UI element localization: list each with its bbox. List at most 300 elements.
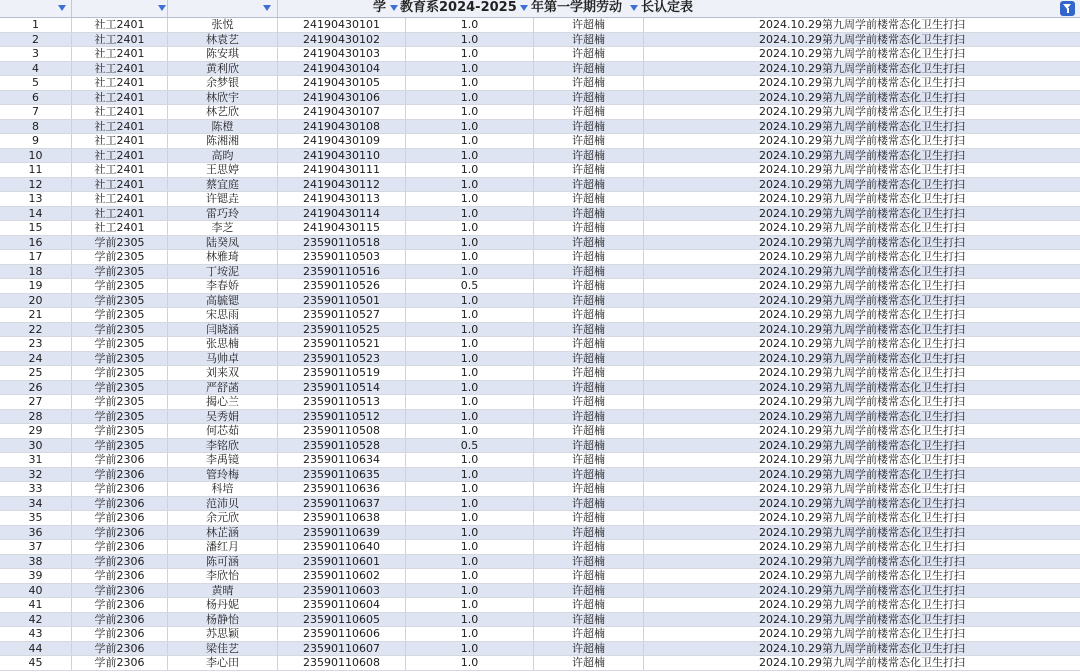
cell-class[interactable]: 学前2305 <box>72 265 168 279</box>
cell-name[interactable]: 李春娇 <box>168 279 278 293</box>
cell-student-id[interactable]: 24190430111 <box>278 163 406 177</box>
cell-description[interactable]: 2024.10.29第九周学前楼常态化卫生打扫 <box>759 293 965 307</box>
cell-name[interactable]: 陈橙 <box>168 120 278 134</box>
cell-name[interactable]: 潘红月 <box>168 540 278 554</box>
cell-student-id[interactable]: 23590110606 <box>278 627 406 641</box>
cell-student-id[interactable]: 24190430115 <box>278 221 406 235</box>
cell-class[interactable]: 学前2306 <box>72 453 168 467</box>
cell-number[interactable]: 28 <box>0 410 72 424</box>
cell-hours[interactable]: 1.0 <box>406 323 534 337</box>
cell-name[interactable]: 丁垵泥 <box>168 265 278 279</box>
cell-description[interactable]: 2024.10.29第九周学前楼常态化卫生打扫 <box>759 583 965 597</box>
cell-number[interactable]: 33 <box>0 482 72 496</box>
cell-name[interactable]: 宋思雨 <box>168 308 278 322</box>
cell-student-id[interactable]: 24190430103 <box>278 47 406 61</box>
cell-hours[interactable]: 1.0 <box>406 134 534 148</box>
cell-student-id[interactable]: 23590110637 <box>278 497 406 511</box>
cell-student-id[interactable]: 23590110528 <box>278 439 406 453</box>
cell-student-id[interactable]: 23590110503 <box>278 250 406 264</box>
cell-number[interactable]: 21 <box>0 308 72 322</box>
cell-hours[interactable]: 1.0 <box>406 192 534 206</box>
cell-hours[interactable]: 1.0 <box>406 308 534 322</box>
cell-class[interactable]: 社工2401 <box>72 192 168 206</box>
cell-class[interactable]: 社工2401 <box>72 47 168 61</box>
cell-hours[interactable]: 1.0 <box>406 76 534 90</box>
cell-hours[interactable]: 1.0 <box>406 149 534 163</box>
cell-teacher[interactable]: 许超楠 <box>534 613 644 627</box>
cell-teacher[interactable]: 许超楠 <box>534 584 644 598</box>
cell-class[interactable]: 学前2305 <box>72 279 168 293</box>
cell-name[interactable]: 李芝 <box>168 221 278 235</box>
cell-hours[interactable]: 1.0 <box>406 250 534 264</box>
cell-name[interactable]: 闫晓涵 <box>168 323 278 337</box>
cell-description[interactable]: 2024.10.29第九周学前楼常态化卫生打扫 <box>759 235 965 249</box>
cell-number[interactable]: 13 <box>0 192 72 206</box>
cell-description[interactable]: 2024.10.29第九周学前楼常态化卫生打扫 <box>759 134 965 147</box>
cell-student-id[interactable]: 23590110603 <box>278 584 406 598</box>
cell-name[interactable]: 管玲梅 <box>168 468 278 482</box>
cell-description[interactable]: 2024.10.29第九周学前楼常态化卫生打扫 <box>759 119 965 133</box>
cell-description[interactable]: 2024.10.29第九周学前楼常态化卫生打扫 <box>759 612 965 626</box>
filter-dropdown-icon[interactable] <box>158 5 166 11</box>
cell-description[interactable]: 2024.10.29第九周学前楼常态化卫生打扫 <box>759 438 965 452</box>
cell-number[interactable]: 35 <box>0 511 72 525</box>
cell-teacher[interactable]: 许超楠 <box>534 62 644 76</box>
cell-description[interactable]: 2024.10.29第九周学前楼常态化卫生打扫 <box>759 192 965 205</box>
cell-name[interactable]: 何芯茹 <box>168 424 278 438</box>
cell-name[interactable]: 苏思颖 <box>168 627 278 641</box>
cell-student-id[interactable]: 23590110519 <box>278 366 406 380</box>
cell-teacher[interactable]: 许超楠 <box>534 555 644 569</box>
cell-description[interactable]: 2024.10.29第九周学前楼常态化卫生打扫 <box>759 47 965 60</box>
cell-student-id[interactable]: 23590110601 <box>278 555 406 569</box>
header-cell-col3[interactable] <box>168 0 278 17</box>
cell-teacher[interactable]: 许超楠 <box>534 33 644 47</box>
cell-teacher[interactable]: 许超楠 <box>534 76 644 90</box>
cell-name[interactable]: 范沛贝 <box>168 497 278 511</box>
cell-student-id[interactable]: 24190430108 <box>278 120 406 134</box>
cell-student-id[interactable]: 24190430113 <box>278 192 406 206</box>
cell-number[interactable]: 17 <box>0 250 72 264</box>
cell-name[interactable]: 蔡宜庭 <box>168 178 278 192</box>
cell-student-id[interactable]: 23590110639 <box>278 526 406 540</box>
cell-teacher[interactable]: 许超楠 <box>534 265 644 279</box>
filter-dropdown-icon[interactable] <box>630 5 638 11</box>
cell-teacher[interactable]: 许超楠 <box>534 250 644 264</box>
cell-description[interactable]: 2024.10.29第九周学前楼常态化卫生打扫 <box>759 61 965 75</box>
cell-description[interactable]: 2024.10.29第九周学前楼常态化卫生打扫 <box>759 148 965 162</box>
cell-description[interactable]: 2024.10.29第九周学前楼常态化卫生打扫 <box>759 279 965 292</box>
cell-student-id[interactable]: 24190430104 <box>278 62 406 76</box>
cell-name[interactable]: 李欣怡 <box>168 569 278 583</box>
cell-hours[interactable]: 1.0 <box>406 627 534 641</box>
cell-student-id[interactable]: 23590110604 <box>278 598 406 612</box>
cell-name[interactable]: 揭心兰 <box>168 395 278 409</box>
cell-name[interactable]: 陈安琪 <box>168 47 278 61</box>
cell-class[interactable]: 学前2306 <box>72 497 168 511</box>
cell-hours[interactable]: 1.0 <box>406 236 534 250</box>
cell-number[interactable]: 9 <box>0 134 72 148</box>
cell-hours[interactable]: 1.0 <box>406 453 534 467</box>
cell-description[interactable]: 2024.10.29第九周学前楼常态化卫生打扫 <box>759 554 965 568</box>
cell-name[interactable]: 许锶垚 <box>168 192 278 206</box>
cell-class[interactable]: 学前2306 <box>72 598 168 612</box>
cell-hours[interactable]: 1.0 <box>406 265 534 279</box>
cell-name[interactable]: 吴秀娟 <box>168 410 278 424</box>
cell-teacher[interactable]: 许超楠 <box>534 279 644 293</box>
cell-student-id[interactable]: 23590110521 <box>278 337 406 351</box>
cell-number[interactable]: 39 <box>0 569 72 583</box>
cell-class[interactable]: 学前2306 <box>72 613 168 627</box>
cell-number[interactable]: 32 <box>0 468 72 482</box>
cell-name[interactable]: 林芷涵 <box>168 526 278 540</box>
cell-name[interactable]: 王思婷 <box>168 163 278 177</box>
cell-teacher[interactable]: 许超楠 <box>534 337 644 351</box>
cell-student-id[interactable]: 23590110514 <box>278 381 406 395</box>
cell-class[interactable]: 学前2305 <box>72 366 168 380</box>
cell-class[interactable]: 学前2305 <box>72 308 168 322</box>
cell-class[interactable]: 社工2401 <box>72 163 168 177</box>
cell-teacher[interactable]: 许超楠 <box>534 105 644 119</box>
cell-hours[interactable]: 1.0 <box>406 221 534 235</box>
cell-description[interactable]: 2024.10.29第九周学前楼常态化卫生打扫 <box>759 540 965 553</box>
cell-class[interactable]: 学前2305 <box>72 250 168 264</box>
cell-hours[interactable]: 1.0 <box>406 207 534 221</box>
cell-description[interactable]: 2024.10.29第九周学前楼常态化卫生打扫 <box>759 424 965 437</box>
cell-teacher[interactable]: 许超楠 <box>534 511 644 525</box>
cell-student-id[interactable]: 23590110636 <box>278 482 406 496</box>
cell-teacher[interactable]: 许超楠 <box>534 236 644 250</box>
cell-name[interactable]: 陆癸凤 <box>168 236 278 250</box>
cell-hours[interactable]: 1.0 <box>406 178 534 192</box>
cell-teacher[interactable]: 许超楠 <box>534 366 644 380</box>
cell-student-id[interactable]: 23590110607 <box>278 642 406 656</box>
cell-description[interactable]: 2024.10.29第九周学前楼常态化卫生打扫 <box>759 380 965 394</box>
cell-student-id[interactable]: 23590110525 <box>278 323 406 337</box>
cell-description[interactable]: 2024.10.29第九周学前楼常态化卫生打扫 <box>759 482 965 495</box>
cell-name[interactable]: 高昀 <box>168 149 278 163</box>
cell-class[interactable]: 学前2306 <box>72 526 168 540</box>
cell-class[interactable]: 学前2305 <box>72 424 168 438</box>
cell-teacher[interactable]: 许超楠 <box>534 424 644 438</box>
cell-number[interactable]: 24 <box>0 352 72 366</box>
cell-description[interactable]: 2024.10.29第九周学前楼常态化卫生打扫 <box>759 409 965 423</box>
cell-student-id[interactable]: 23590110527 <box>278 308 406 322</box>
cell-class[interactable]: 社工2401 <box>72 120 168 134</box>
cell-name[interactable]: 马帅卓 <box>168 352 278 366</box>
cell-teacher[interactable]: 许超楠 <box>534 120 644 134</box>
cell-student-id[interactable]: 23590110634 <box>278 453 406 467</box>
cell-name[interactable]: 李禹镜 <box>168 453 278 467</box>
cell-teacher[interactable]: 许超楠 <box>534 192 644 206</box>
cell-number[interactable]: 1 <box>0 18 72 32</box>
cell-teacher[interactable]: 许超楠 <box>534 294 644 308</box>
cell-description[interactable]: 2024.10.29第九周学前楼常态化卫生打扫 <box>759 322 965 336</box>
cell-description[interactable]: 2024.10.29第九周学前楼常态化卫生打扫 <box>759 525 965 539</box>
cell-class[interactable]: 学前2306 <box>72 540 168 554</box>
cell-name[interactable]: 林雅琦 <box>168 250 278 264</box>
cell-hours[interactable]: 1.0 <box>406 526 534 540</box>
cell-description[interactable]: 2024.10.29第九周学前楼常态化卫生打扫 <box>759 569 965 582</box>
cell-student-id[interactable]: 23590110513 <box>278 395 406 409</box>
cell-number[interactable]: 42 <box>0 613 72 627</box>
cell-name[interactable]: 杨丹妮 <box>168 598 278 612</box>
cell-class[interactable]: 学前2306 <box>72 569 168 583</box>
cell-teacher[interactable]: 许超楠 <box>534 526 644 540</box>
filter-dropdown-icon[interactable] <box>58 5 66 11</box>
cell-class[interactable]: 社工2401 <box>72 221 168 235</box>
cell-name[interactable]: 余元欣 <box>168 511 278 525</box>
cell-number[interactable]: 44 <box>0 642 72 656</box>
cell-number[interactable]: 3 <box>0 47 72 61</box>
cell-number[interactable]: 5 <box>0 76 72 90</box>
cell-name[interactable]: 高毓锶 <box>168 294 278 308</box>
cell-hours[interactable]: 1.0 <box>406 482 534 496</box>
cell-hours[interactable]: 1.0 <box>406 598 534 612</box>
cell-number[interactable]: 41 <box>0 598 72 612</box>
cell-hours[interactable]: 1.0 <box>406 395 534 409</box>
cell-description[interactable]: 2024.10.29第九周学前楼常态化卫生打扫 <box>759 250 965 263</box>
cell-number[interactable]: 34 <box>0 497 72 511</box>
cell-number[interactable]: 29 <box>0 424 72 438</box>
cell-teacher[interactable]: 许超楠 <box>534 308 644 322</box>
cell-number[interactable]: 4 <box>0 62 72 76</box>
cell-student-id[interactable]: 24190430107 <box>278 105 406 119</box>
cell-hours[interactable]: 0.5 <box>406 439 534 453</box>
cell-hours[interactable]: 1.0 <box>406 555 534 569</box>
cell-name[interactable]: 雷巧玲 <box>168 207 278 221</box>
cell-name[interactable]: 黄晴 <box>168 584 278 598</box>
cell-teacher[interactable]: 许超楠 <box>534 482 644 496</box>
cell-student-id[interactable]: 23590110516 <box>278 265 406 279</box>
cell-teacher[interactable]: 许超楠 <box>534 410 644 424</box>
cell-number[interactable]: 7 <box>0 105 72 119</box>
cell-name[interactable]: 李铭欣 <box>168 439 278 453</box>
cell-number[interactable]: 10 <box>0 149 72 163</box>
cell-hours[interactable]: 1.0 <box>406 352 534 366</box>
cell-number[interactable]: 2 <box>0 33 72 47</box>
cell-number[interactable]: 36 <box>0 526 72 540</box>
cell-student-id[interactable]: 23590110512 <box>278 410 406 424</box>
cell-description[interactable]: 2024.10.29第九周学前楼常态化卫生打扫 <box>759 351 965 365</box>
cell-description[interactable]: 2024.10.29第九周学前楼常态化卫生打扫 <box>759 308 965 321</box>
cell-teacher[interactable]: 许超楠 <box>534 18 644 32</box>
cell-teacher[interactable]: 许超楠 <box>534 352 644 366</box>
cell-student-id[interactable]: 23590110605 <box>278 613 406 627</box>
cell-description[interactable]: 2024.10.29第九周学前楼常态化卫生打扫 <box>759 337 965 350</box>
cell-name[interactable]: 梁佳艺 <box>168 642 278 656</box>
cell-teacher[interactable]: 许超楠 <box>534 642 644 656</box>
cell-description[interactable]: 2024.10.29第九周学前楼常态化卫生打扫 <box>759 395 965 408</box>
filter-icon[interactable] <box>1060 1 1075 16</box>
cell-description[interactable]: 2024.10.29第九周学前楼常态化卫生打扫 <box>759 221 965 234</box>
cell-hours[interactable]: 1.0 <box>406 656 534 670</box>
cell-teacher[interactable]: 许超楠 <box>534 149 644 163</box>
cell-student-id[interactable]: 24190430109 <box>278 134 406 148</box>
cell-class[interactable]: 社工2401 <box>72 91 168 105</box>
cell-student-id[interactable]: 24190430101 <box>278 18 406 32</box>
cell-student-id[interactable]: 23590110638 <box>278 511 406 525</box>
cell-name[interactable]: 科培 <box>168 482 278 496</box>
cell-class[interactable]: 学前2306 <box>72 555 168 569</box>
cell-teacher[interactable]: 许超楠 <box>534 207 644 221</box>
cell-number[interactable]: 18 <box>0 265 72 279</box>
cell-hours[interactable]: 1.0 <box>406 497 534 511</box>
cell-number[interactable]: 22 <box>0 323 72 337</box>
cell-description[interactable]: 2024.10.29第九周学前楼常态化卫生打扫 <box>759 627 965 640</box>
cell-student-id[interactable]: 24190430114 <box>278 207 406 221</box>
cell-description[interactable]: 2024.10.29第九周学前楼常态化卫生打扫 <box>759 467 965 481</box>
cell-class[interactable]: 学前2305 <box>72 410 168 424</box>
cell-description[interactable]: 2024.10.29第九周学前楼常态化卫生打扫 <box>759 656 965 669</box>
cell-hours[interactable]: 1.0 <box>406 584 534 598</box>
cell-teacher[interactable]: 许超楠 <box>534 47 644 61</box>
cell-hours[interactable]: 1.0 <box>406 642 534 656</box>
cell-student-id[interactable]: 24190430110 <box>278 149 406 163</box>
cell-name[interactable]: 杨静怡 <box>168 613 278 627</box>
cell-hours[interactable]: 1.0 <box>406 18 534 32</box>
cell-class[interactable]: 社工2401 <box>72 105 168 119</box>
cell-hours[interactable]: 1.0 <box>406 613 534 627</box>
cell-number[interactable]: 43 <box>0 627 72 641</box>
cell-number[interactable]: 31 <box>0 453 72 467</box>
cell-hours[interactable]: 1.0 <box>406 163 534 177</box>
cell-class[interactable]: 学前2306 <box>72 656 168 670</box>
cell-number[interactable]: 8 <box>0 120 72 134</box>
filter-dropdown-icon[interactable] <box>263 5 271 11</box>
cell-class[interactable]: 社工2401 <box>72 207 168 221</box>
cell-class[interactable]: 学前2306 <box>72 584 168 598</box>
cell-teacher[interactable]: 许超楠 <box>534 178 644 192</box>
cell-student-id[interactable]: 24190430105 <box>278 76 406 90</box>
cell-description[interactable]: 2024.10.29第九周学前楼常态化卫生打扫 <box>759 76 965 89</box>
header-cell-col2[interactable] <box>72 0 168 17</box>
cell-number[interactable]: 12 <box>0 178 72 192</box>
cell-name[interactable]: 李心田 <box>168 656 278 670</box>
cell-class[interactable]: 社工2401 <box>72 134 168 148</box>
cell-class[interactable]: 社工2401 <box>72 62 168 76</box>
cell-class[interactable]: 社工2401 <box>72 33 168 47</box>
cell-hours[interactable]: 1.0 <box>406 91 534 105</box>
cell-description[interactable]: 2024.10.29第九周学前楼常态化卫生打扫 <box>759 177 965 191</box>
cell-name[interactable]: 林艺欣 <box>168 105 278 119</box>
cell-class[interactable]: 学前2305 <box>72 352 168 366</box>
cell-number[interactable]: 16 <box>0 236 72 250</box>
cell-hours[interactable]: 1.0 <box>406 424 534 438</box>
cell-student-id[interactable]: 23590110518 <box>278 236 406 250</box>
cell-class[interactable]: 学前2306 <box>72 482 168 496</box>
cell-number[interactable]: 6 <box>0 91 72 105</box>
cell-student-id[interactable]: 23590110526 <box>278 279 406 293</box>
cell-description[interactable]: 2024.10.29第九周学前楼常态化卫生打扫 <box>759 90 965 104</box>
cell-description[interactable]: 2024.10.29第九周学前楼常态化卫生打扫 <box>759 105 965 118</box>
cell-student-id[interactable]: 24190430102 <box>278 33 406 47</box>
cell-class[interactable]: 学前2305 <box>72 236 168 250</box>
cell-student-id[interactable]: 23590110640 <box>278 540 406 554</box>
cell-teacher[interactable]: 许超楠 <box>534 598 644 612</box>
cell-teacher[interactable]: 许超楠 <box>534 497 644 511</box>
cell-teacher[interactable]: 许超楠 <box>534 91 644 105</box>
cell-number[interactable]: 25 <box>0 366 72 380</box>
cell-name[interactable]: 陈可涵 <box>168 555 278 569</box>
cell-number[interactable]: 14 <box>0 207 72 221</box>
cell-student-id[interactable]: 23590110523 <box>278 352 406 366</box>
cell-number[interactable]: 23 <box>0 337 72 351</box>
cell-hours[interactable]: 1.0 <box>406 337 534 351</box>
cell-hours[interactable]: 1.0 <box>406 381 534 395</box>
cell-teacher[interactable]: 许超楠 <box>534 468 644 482</box>
cell-hours[interactable]: 1.0 <box>406 120 534 134</box>
cell-description[interactable]: 2024.10.29第九周学前楼常态化卫生打扫 <box>759 641 965 655</box>
cell-name[interactable]: 刘来双 <box>168 366 278 380</box>
cell-number[interactable]: 11 <box>0 163 72 177</box>
cell-description[interactable]: 2024.10.29第九周学前楼常态化卫生打扫 <box>759 496 965 510</box>
cell-teacher[interactable]: 许超楠 <box>534 323 644 337</box>
cell-teacher[interactable]: 许超楠 <box>534 627 644 641</box>
cell-student-id[interactable]: 23590110635 <box>278 468 406 482</box>
cell-name[interactable]: 张思楠 <box>168 337 278 351</box>
cell-name[interactable]: 张悦 <box>168 18 278 32</box>
cell-teacher[interactable]: 许超楠 <box>534 439 644 453</box>
cell-hours[interactable]: 1.0 <box>406 569 534 583</box>
cell-student-id[interactable]: 23590110602 <box>278 569 406 583</box>
cell-class[interactable]: 学前2306 <box>72 642 168 656</box>
cell-description[interactable]: 2024.10.29第九周学前楼常态化卫生打扫 <box>759 32 965 46</box>
cell-name[interactable]: 黄利欣 <box>168 62 278 76</box>
cell-number[interactable]: 20 <box>0 294 72 308</box>
cell-description[interactable]: 2024.10.29第九周学前楼常态化卫生打扫 <box>759 163 965 176</box>
cell-hours[interactable]: 1.0 <box>406 105 534 119</box>
cell-hours[interactable]: 1.0 <box>406 47 534 61</box>
cell-description[interactable]: 2024.10.29第九周学前楼常态化卫生打扫 <box>759 453 965 466</box>
cell-hours[interactable]: 1.0 <box>406 33 534 47</box>
cell-hours[interactable]: 1.0 <box>406 410 534 424</box>
cell-hours[interactable]: 1.0 <box>406 468 534 482</box>
cell-number[interactable]: 27 <box>0 395 72 409</box>
cell-class[interactable]: 学前2305 <box>72 439 168 453</box>
cell-hours[interactable]: 0.5 <box>406 279 534 293</box>
cell-class[interactable]: 学前2305 <box>72 337 168 351</box>
cell-description[interactable]: 2024.10.29第九周学前楼常态化卫生打扫 <box>759 598 965 611</box>
cell-number[interactable]: 37 <box>0 540 72 554</box>
cell-teacher[interactable]: 许超楠 <box>534 453 644 467</box>
cell-name[interactable]: 严舒菡 <box>168 381 278 395</box>
cell-teacher[interactable]: 许超楠 <box>534 163 644 177</box>
cell-description[interactable]: 2024.10.29第九周学前楼常态化卫生打扫 <box>759 18 965 31</box>
cell-name[interactable]: 陈湘湘 <box>168 134 278 148</box>
cell-student-id[interactable]: 23590110508 <box>278 424 406 438</box>
cell-description[interactable]: 2024.10.29第九周学前楼常态化卫生打扫 <box>759 366 965 379</box>
cell-class[interactable]: 学前2305 <box>72 294 168 308</box>
cell-student-id[interactable]: 23590110501 <box>278 294 406 308</box>
cell-number[interactable]: 19 <box>0 279 72 293</box>
filter-dropdown-icon[interactable] <box>390 5 398 11</box>
cell-number[interactable]: 40 <box>0 584 72 598</box>
cell-class[interactable]: 学前2305 <box>72 395 168 409</box>
cell-student-id[interactable]: 24190430106 <box>278 91 406 105</box>
cell-class[interactable]: 学前2306 <box>72 627 168 641</box>
cell-hours[interactable]: 1.0 <box>406 62 534 76</box>
cell-number[interactable]: 38 <box>0 555 72 569</box>
cell-number[interactable]: 26 <box>0 381 72 395</box>
cell-class[interactable]: 社工2401 <box>72 149 168 163</box>
cell-teacher[interactable]: 许超楠 <box>534 381 644 395</box>
cell-student-id[interactable]: 23590110608 <box>278 656 406 670</box>
cell-class[interactable]: 学前2306 <box>72 511 168 525</box>
filter-dropdown-icon[interactable] <box>520 5 528 11</box>
cell-hours[interactable]: 1.0 <box>406 366 534 380</box>
cell-name[interactable]: 林欣宇 <box>168 91 278 105</box>
